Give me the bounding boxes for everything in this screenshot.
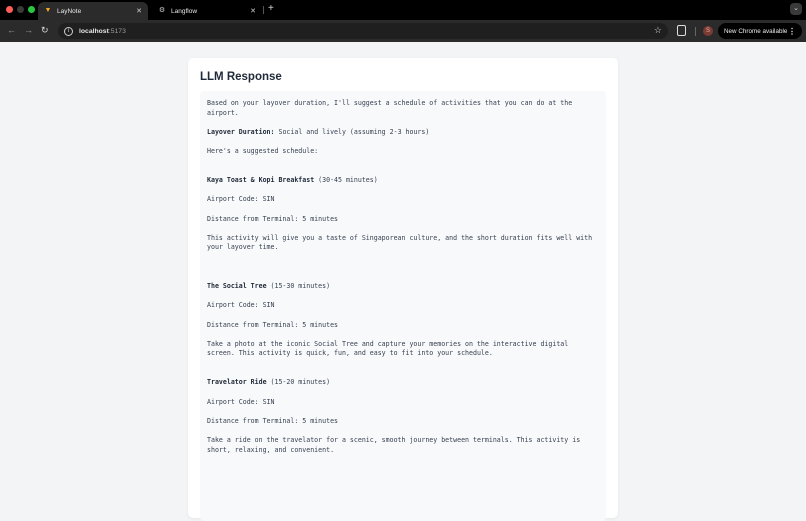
close-tab-icon[interactable]: ✕ xyxy=(250,8,256,15)
address-host: localhost xyxy=(79,27,109,35)
tab-search-button[interactable]: ⌄ xyxy=(790,3,802,15)
new-chrome-available-button[interactable] xyxy=(718,23,802,39)
close-tab-icon[interactable]: ✕ xyxy=(136,8,142,15)
layover-label: Layover Duration: xyxy=(207,127,275,136)
activity-item xyxy=(207,378,599,455)
llm-response-card xyxy=(188,58,618,518)
minimize-window-button[interactable] xyxy=(17,6,24,13)
address-bar[interactable] xyxy=(58,23,668,39)
tab-laynote[interactable] xyxy=(38,2,148,20)
fullscreen-window-button[interactable] xyxy=(28,6,35,13)
close-window-button[interactable] xyxy=(6,6,13,13)
activity-name: The Social Tree xyxy=(207,281,267,290)
layover-duration xyxy=(207,128,599,138)
activity-duration: (15-30 minutes) xyxy=(266,281,331,290)
activity-airport-code: Airport Code: SIN xyxy=(207,301,275,310)
more-menu-icon[interactable]: ⋮ xyxy=(788,26,796,36)
activity-airport-code: Airport Code: SIN xyxy=(207,397,275,406)
schedule-intro: Here's a suggested schedule: xyxy=(207,147,319,156)
laynote-favicon-icon: ▼ xyxy=(44,7,52,14)
activity-distance: Distance from Terminal: 5 minutes xyxy=(207,214,339,223)
activity-distance: Distance from Terminal: 5 minutes xyxy=(207,416,339,425)
layover-value: Social and lively (assuming 2-3 hours) xyxy=(274,127,430,136)
activity-item xyxy=(207,176,599,253)
activity-heading xyxy=(207,282,599,292)
profile-avatar[interactable]: S xyxy=(703,26,713,36)
langflow-favicon-icon: ⚙ xyxy=(158,7,166,14)
tab-title: Langflow xyxy=(171,7,198,15)
activity-name: Travelator Ride xyxy=(207,378,267,387)
intro-text: Based on your layover duration, I'll suggest a schedule of activities that you can do at the airport. xyxy=(207,99,573,117)
toolbar-separator xyxy=(695,27,696,36)
llm-response-body xyxy=(200,91,606,521)
update-label: New Chrome available xyxy=(724,27,788,35)
activity-heading xyxy=(207,378,599,388)
reload-icon[interactable]: ↻ xyxy=(41,25,49,35)
tab-separator xyxy=(263,6,264,14)
forward-arrow-icon[interactable]: → xyxy=(24,25,33,35)
browser-tab-bar xyxy=(0,0,806,20)
extensions-icon[interactable] xyxy=(677,25,686,36)
back-arrow-icon[interactable]: ← xyxy=(7,25,16,35)
site-info-icon[interactable]: i xyxy=(64,27,73,36)
address-port: :5173 xyxy=(108,27,126,35)
tab-title: LayNote xyxy=(57,7,82,15)
bookmark-star-icon[interactable]: ☆ xyxy=(653,25,662,35)
browser-toolbar xyxy=(0,20,806,42)
page-title: LLM Response xyxy=(200,71,282,83)
new-tab-button[interactable]: + xyxy=(268,3,274,14)
activity-description: Take a ride on the travelator for a scenic, smooth journey between terminals. This activity is short, relaxing, and convenient. xyxy=(207,436,581,454)
activity-distance: Distance from Terminal: 5 minutes xyxy=(207,320,339,329)
activity-airport-code: Airport Code: SIN xyxy=(207,195,275,204)
activity-item xyxy=(207,282,599,359)
activity-duration: (15-20 minutes) xyxy=(266,378,331,387)
activity-description: Take a photo at the iconic Social Tree and capture your memories on the interactive digital screen. This activity is quick, fun, and easy to fit into your schedule. xyxy=(207,339,569,358)
tab-langflow[interactable] xyxy=(152,2,262,20)
activity-description: This activity will give you a taste of Singaporean culture, and the short duration fits well with your layover time. xyxy=(207,233,593,252)
activity-duration: (30-45 minutes) xyxy=(314,176,378,185)
activity-heading xyxy=(207,176,599,186)
activity-name: Kaya Toast & Kopi Breakfast xyxy=(207,176,315,185)
